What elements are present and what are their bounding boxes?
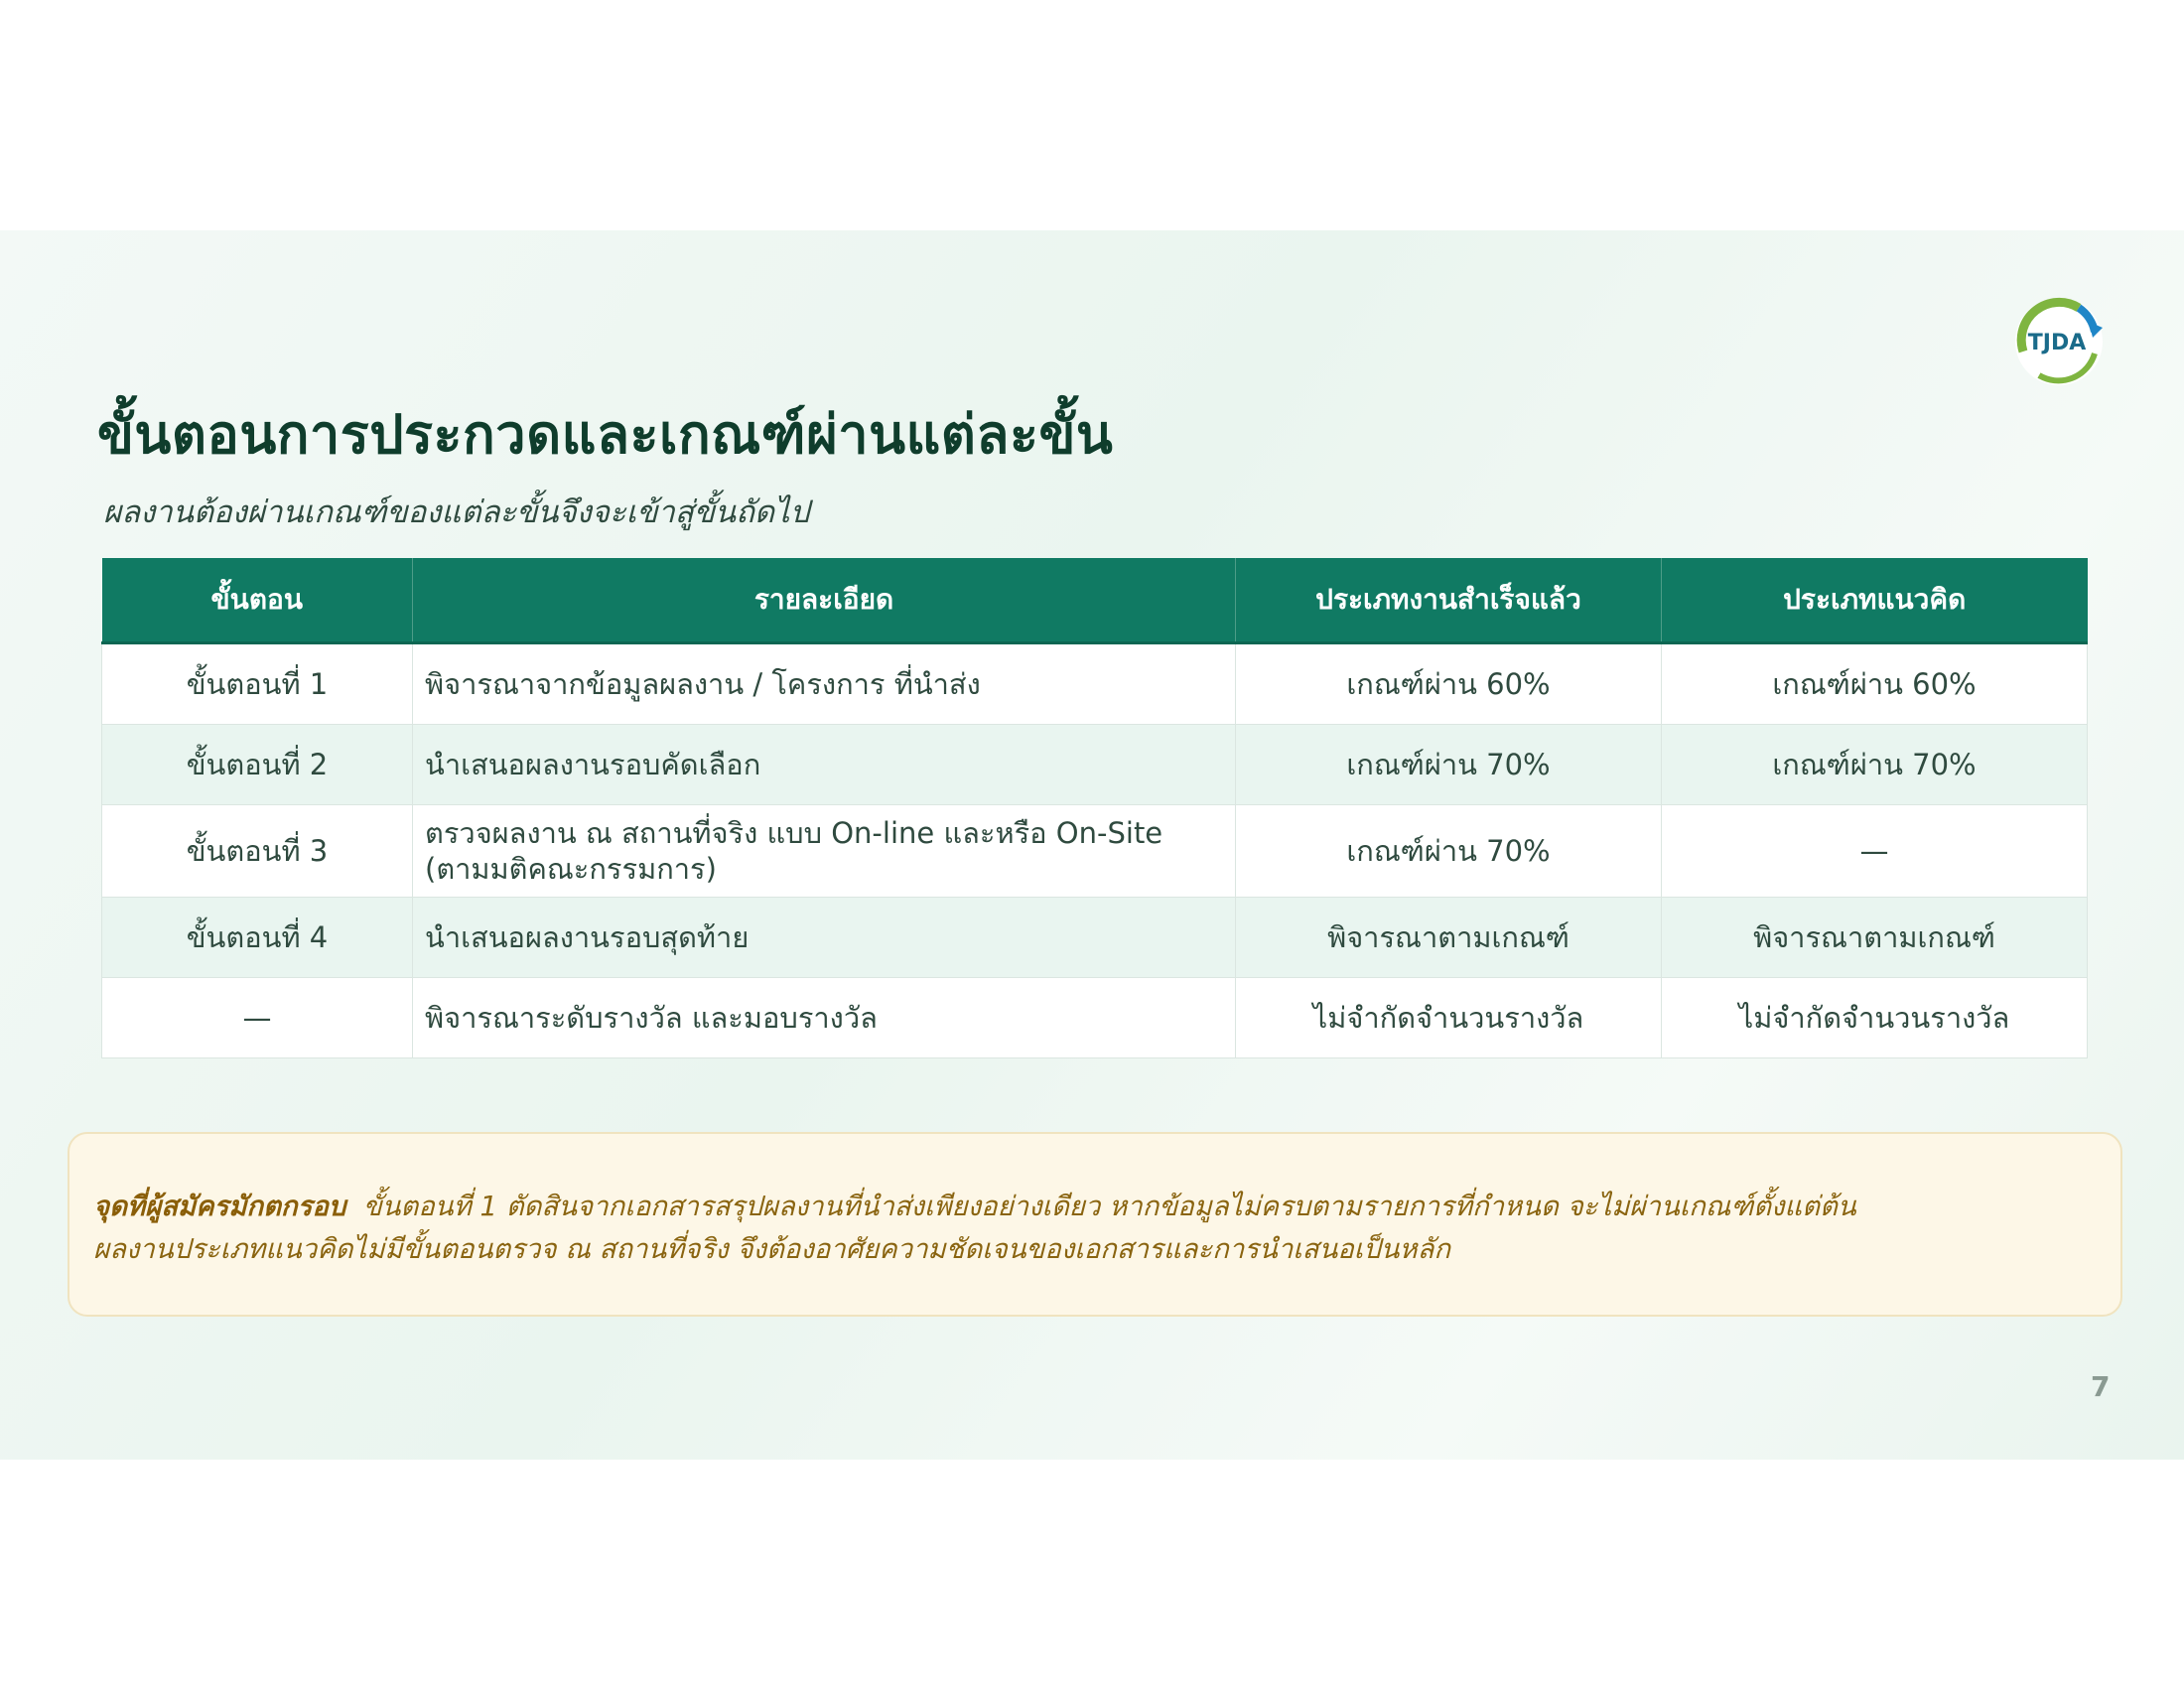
cell-completed-work: เกณฑ์ผ่าน 70% <box>1236 805 1662 898</box>
cell-detail: ตรวจผลงาน ณ สถานที่จริง แบบ On-line และหรือ On-Site (ตามมติคณะกรรมการ) <box>413 805 1236 898</box>
cell-completed-work: เกณฑ์ผ่าน 60% <box>1236 643 1662 725</box>
header-detail: รายละเอียด <box>413 558 1236 643</box>
cell-step: ขั้นตอนที่ 1 <box>102 643 413 725</box>
logo-text: TJDA <box>2027 331 2087 355</box>
cell-completed-work: ไม่จำกัดจำนวนรางวัล <box>1236 978 1662 1058</box>
cell-detail: พิจารณาระดับรางวัล และมอบรางวัล <box>413 978 1236 1058</box>
header-completed-work: ประเภทงานสำเร็จแล้ว <box>1236 558 1662 643</box>
table-row <box>102 643 2088 725</box>
callout-line-2: ผลงานประเภทแนวคิดไม่มีขั้นตอนตรวจ ณ สถานที่จริง จึงต้องอาศัยความชัดเจนของเอกสารและการนำเสนอเป็นหลัก <box>93 1233 1451 1265</box>
cell-step: ขั้นตอนที่ 3 <box>102 805 413 898</box>
cell-completed-work: เกณฑ์ผ่าน 70% <box>1236 725 1662 805</box>
page-title: ขั้นตอนการประกวดและเกณฑ์ผ่านแต่ละขั้น <box>97 403 1114 466</box>
header-step: ขั้นตอน <box>102 558 413 643</box>
cell-step: ขั้นตอนที่ 2 <box>102 725 413 805</box>
cell-concept: เกณฑ์ผ่าน 70% <box>1662 725 2088 805</box>
cell-completed-work: พิจารณาตามเกณฑ์ <box>1236 898 1662 978</box>
cell-detail: พิจารณาจากข้อมูลผลงาน / โครงการ ที่นำส่ง <box>413 643 1236 725</box>
cell-concept: — <box>1662 805 2088 898</box>
header-concept: ประเภทแนวคิด <box>1662 558 2088 643</box>
cell-detail: นำเสนอผลงานรอบสุดท้าย <box>413 898 1236 978</box>
table-row <box>102 978 2088 1058</box>
table-row <box>102 805 2088 898</box>
callout-line-1: ขั้นตอนที่ 1 ตัดสินจากเอกสารสรุปผลงานที่นำส่งเพียงอย่างเดียว หากข้อมูลไม่ครบตามรายการที่กำหนด จะไม่ผ่านเกณฑ์ตั้งแต่ต้น <box>362 1191 1856 1222</box>
cell-detail: นำเสนอผลงานรอบคัดเลือก <box>413 725 1236 805</box>
criteria-table <box>101 558 2088 1058</box>
tjda-logo <box>2009 292 2109 391</box>
warning-callout <box>68 1132 2122 1317</box>
cell-concept: พิจารณาตามเกณฑ์ <box>1662 898 2088 978</box>
callout-lead: จุดที่ผู้สมัครมักตกรอบ <box>93 1191 346 1222</box>
table-header-row <box>102 558 2088 643</box>
callout-text <box>93 1186 2109 1271</box>
cell-concept: เกณฑ์ผ่าน 60% <box>1662 643 2088 725</box>
page-subtitle: ผลงานต้องผ่านเกณฑ์ของแต่ละขั้นจึงจะเข้าสู่ขั้นถัดไป <box>103 494 810 530</box>
cell-step: — <box>102 978 413 1058</box>
cell-step: ขั้นตอนที่ 4 <box>102 898 413 978</box>
cell-concept: ไม่จำกัดจำนวนรางวัล <box>1662 978 2088 1058</box>
page-number: 7 <box>2091 1370 2111 1403</box>
table-row <box>102 725 2088 805</box>
slide <box>0 230 2184 1460</box>
table-row <box>102 898 2088 978</box>
